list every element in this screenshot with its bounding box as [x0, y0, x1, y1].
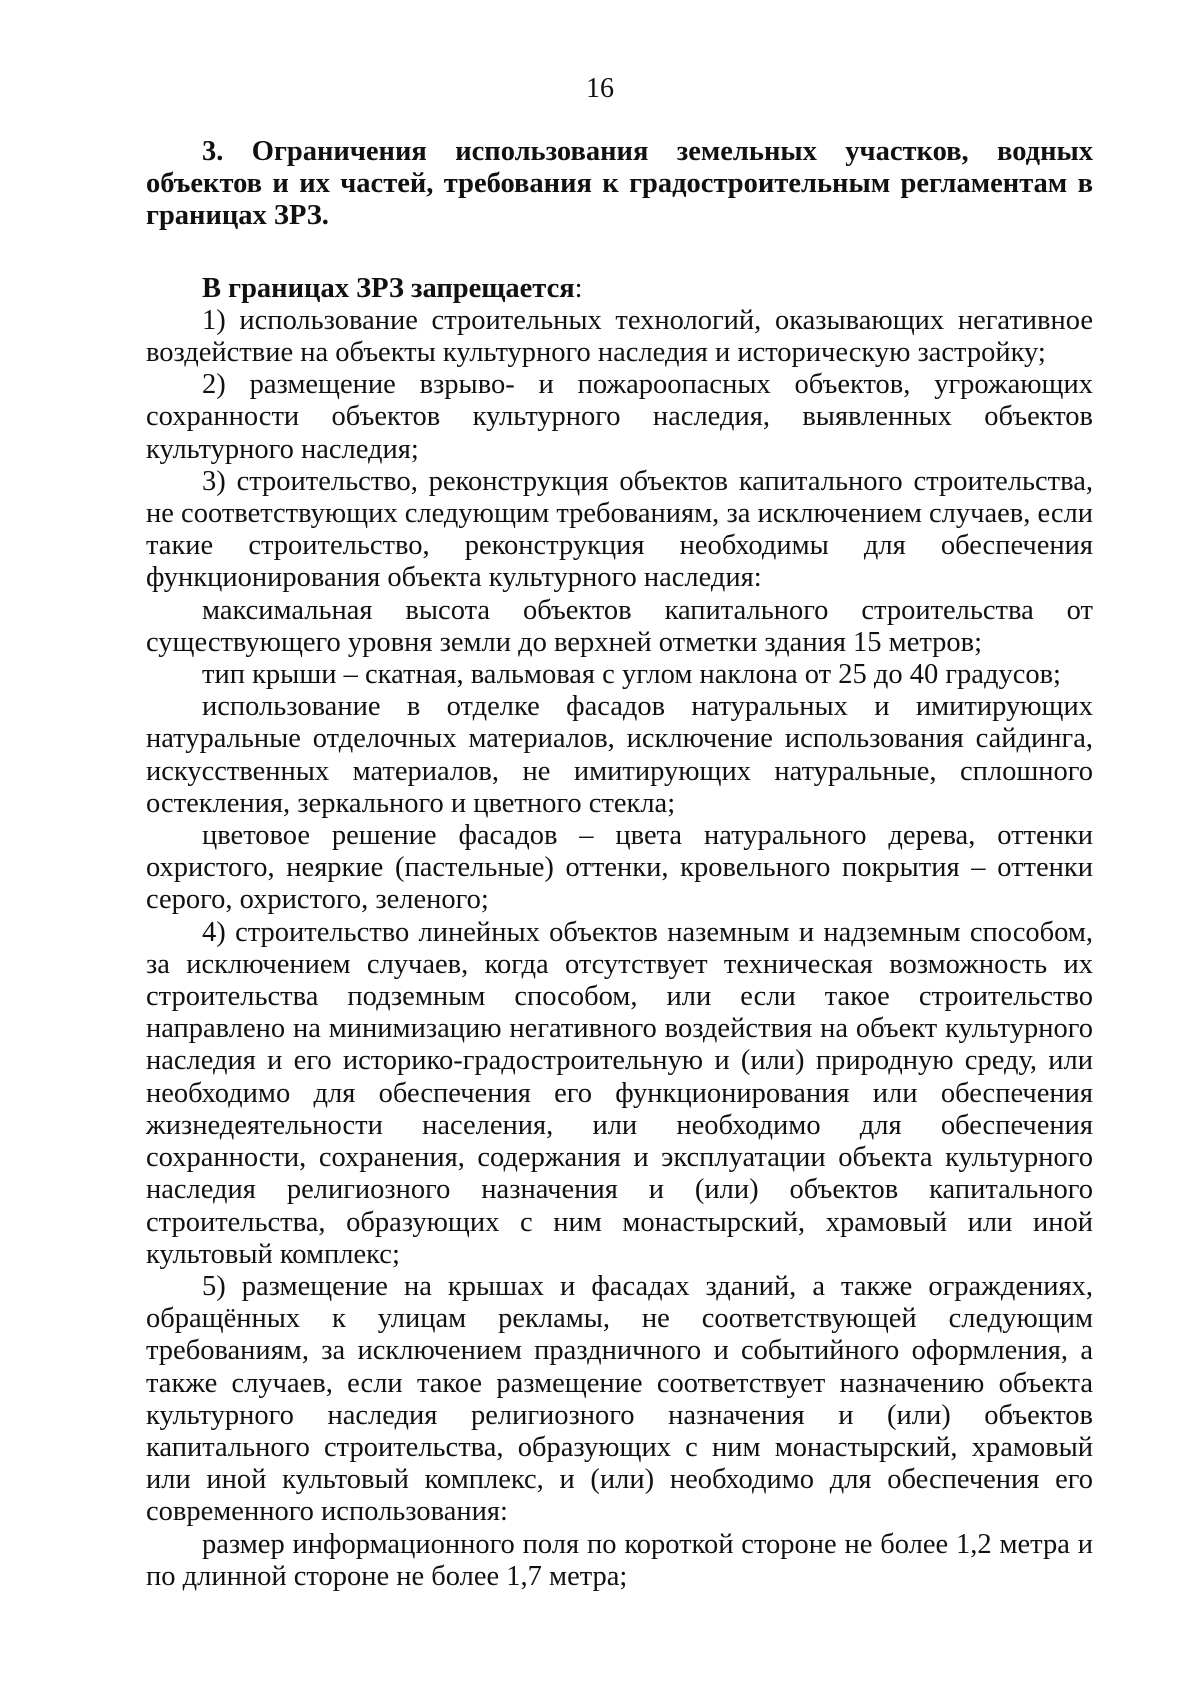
- prohibitions-intro-colon: :: [574, 272, 583, 304]
- paragraph-facade-colors: цветовое решение фасадов – цвета натурального дерева, оттенки охристого, неяркие (пастельные) оттенки, кровельного покрытия – оттенки серого, охристого, зеленого;: [146, 820, 1093, 916]
- paragraph-item-4: 4) строительство линейных объектов наземным и надземным способом, за исключением случаев, когда отсутствует техническая возможность их строительства подземным способом, или если такое строительство направлено на минимизацию негативного воздействия на объект культурного наследия и его историко-градостроительную и (или) природную среду, или необходимо для обеспечения его функционирования или обеспечения жизнедеятельности населения, или необходимо для обеспечения сохранности, сохранения, содержания и эксплуатации объекта культурного наследия религиозного назначения и (или) объектов капитального строительства, образующих с ним монастырский, храмовый или иной культовый комплекс;: [146, 916, 1093, 1270]
- paragraph-item-5: 5) размещение на крышах и фасадах зданий, а также ограждениях, обращённых к улицам рекламы, не соответствующей следующим требованиям, за исключением праздничного и событийного оформления, а также случаев, если такое размещение соответствует назначению объекта культурного наследия религиозного назначения и (или) объектов капитального строительства, образующих с ним монастырский, храмовый или иной культовый комплекс, и (или) необходимо для обеспечения его современного использования:: [146, 1270, 1093, 1528]
- page-number: 16: [586, 73, 614, 104]
- prohibitions-intro: [146, 273, 1093, 305]
- paragraph-facade-materials: использование в отделке фасадов натуральных и имитирующих натуральные отделочных материалов, исключение использования сайдинга, искусственных материалов, не имитирующих натуральные, сплошного остекления, зеркального и цветного стекла;: [146, 691, 1093, 819]
- paragraph-item-1: 1) использование строительных технологий, оказывающих негативное воздействие на объекты культурного наследия и историческую застройку;: [146, 304, 1093, 369]
- paragraph-max-height: максимальная высота объектов капитального строительства от существующего уровня земли до верхней отметки здания 15 метров;: [146, 594, 1093, 658]
- paragraph-roof-type: тип крыши – скатная, вальмовая с углом наклона от 25 до 40 градусов;: [202, 659, 1061, 691]
- paragraph-info-field-size: размер информационного поля по короткой стороне не более 1,2 метра и по длинной стороне не более 1,7 метра;: [146, 1528, 1093, 1592]
- section-heading: 3. Ограничения использования земельных участков, водных объектов и их частей, требования к градостроительным регламентам в границах ЗРЗ.: [146, 136, 1093, 232]
- paragraph-item-2: 2) размещение взрыво- и пожароопасных объектов, угрожающих сохранности объектов культурного наследия, выявленных объектов культурного наследия;: [146, 369, 1093, 465]
- paragraph-item-3: 3) строительство, реконструкция объектов капитального строительства, не соответствующих следующим требованиям, за исключением случаев, если такие строительство, реконструкция необходимы для обеспечения функционирования объекта культурного наследия:: [146, 465, 1093, 594]
- document-body: [146, 136, 1093, 1593]
- prohibitions-intro-bold: В границах ЗРЗ запрещается: [202, 272, 575, 304]
- heading-spacer: [146, 233, 1093, 273]
